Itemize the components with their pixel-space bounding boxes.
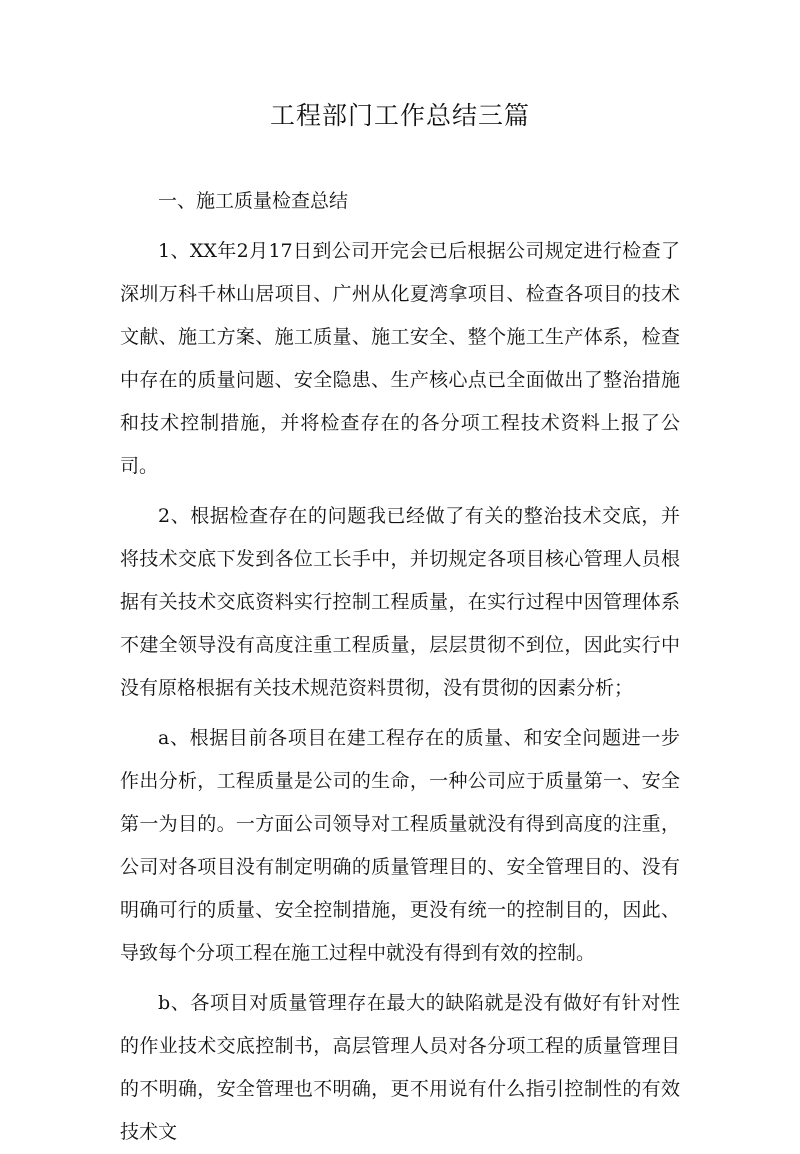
paragraph-a: a、根据目前各项目在建工程存在的质量、和安全问题进一步作出分析，工程质量是公司的生命，一种公司应于质量第一、安全第一为目的。一方面公司领导对工程质量就没有得到高度的注重，公司对各项目没有制定明确的质量管理目的、安全管理目的、没有明确可行的质量、安全控制措施，更没有统一的控制目的，因此、导致每个分项工程在施工过程中就没有得到有效的控制。 xyxy=(120,727,680,964)
paragraph-b: b、各项目对质量管理存在最大的缺陷就是没有做好有针对性的作业技术交底控制书，高层管理人员对各分项工程的质量管理目的不明确，安全管理也不明确，更不用说有什么指引控制性的有效技术文 xyxy=(120,992,680,1143)
section-heading: 一、施工质量检查总结 xyxy=(158,190,349,212)
paragraph-2: 2、根据检查存在的问题我已经做了有关的整治技术交底，并将技术交底下发到各位工长手中，并切规定各项目核心管理人员根据有关技术交底资料实行控制工程质量，在实行过程中因管理体系不建全领导没有高度注重工程质量，层层贯彻不到位，因此实行中没有原格根据有关技术规范资料贯彻，没有贯彻的因素分析； xyxy=(120,505,680,699)
document-body xyxy=(120,180,680,1154)
paragraph-1: 1、XX年2月17日到公司开完会已后根据公司规定进行检查了深圳万科千林山居项目、广州从化夏湾拿项目、检查各项目的技术文献、施工方案、施工质量、施工安全、整个施工生产体系，检查中存在的质量问题、安全隐患、生产核心点已全面做出了整治措施和技术控制措施，并将检查存在的各分项工程技术资料上报了公司。 xyxy=(120,240,680,477)
document-title: 工程部门工作总结三篇 xyxy=(269,101,530,130)
